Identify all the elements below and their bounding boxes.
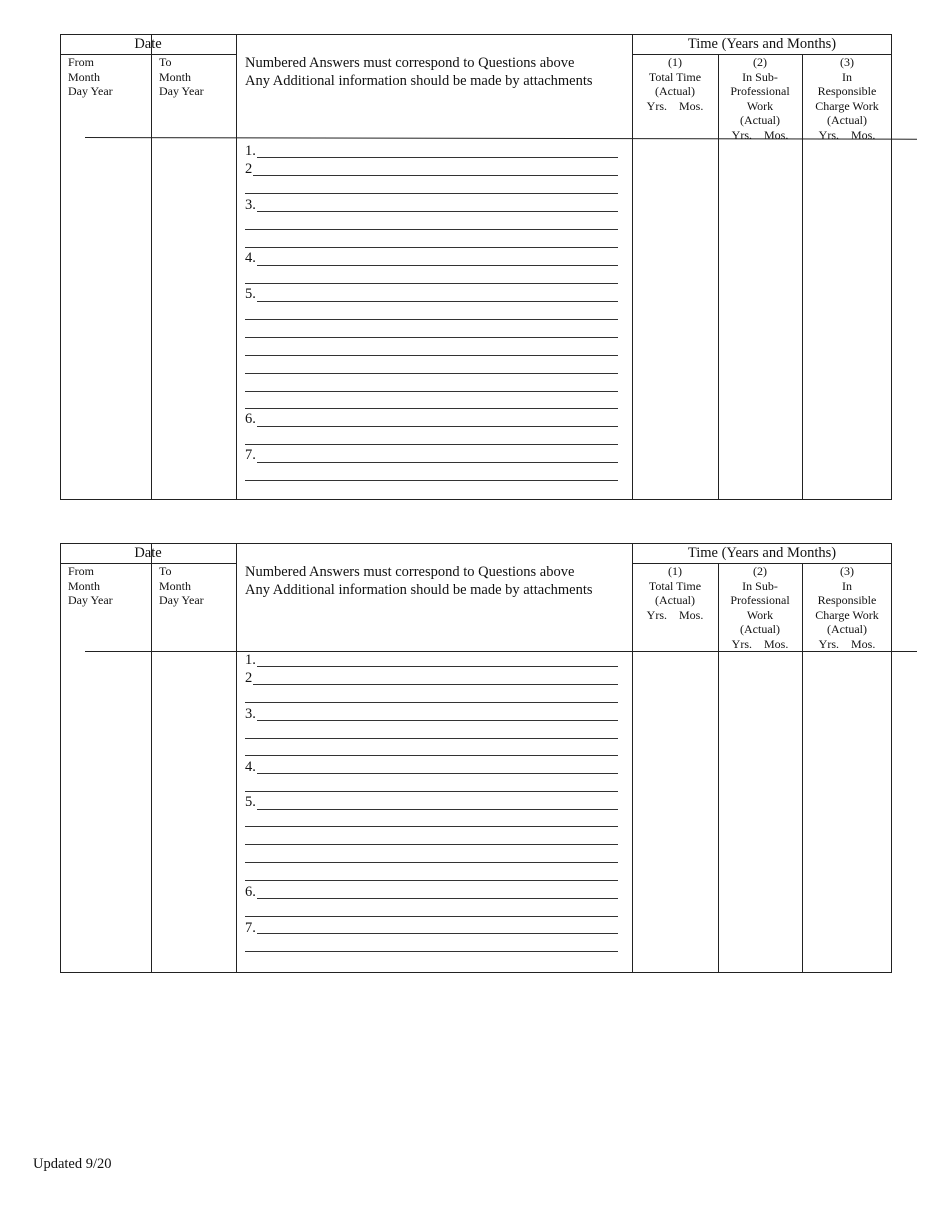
answer-number: 5. — [245, 794, 256, 810]
answer-line[interactable] — [245, 791, 618, 792]
date-heading: Date — [134, 545, 162, 561]
answer-number: 7. — [245, 447, 256, 463]
answer-line[interactable] — [245, 301, 618, 302]
answer-line[interactable] — [245, 355, 618, 356]
answer-line[interactable] — [245, 391, 618, 392]
answer-line[interactable] — [245, 462, 618, 463]
responsible-charge-column-heading: (3) In Responsible Charge Work (Actual) Yrs. Mos. — [815, 564, 879, 651]
answer-number: 2 — [245, 670, 253, 686]
instructions: Numbered Answers must correspond to Questions above Any Additional information should be made by attachments — [245, 564, 593, 598]
answer-number: 3. — [245, 706, 256, 722]
answer-line[interactable] — [245, 337, 618, 338]
from-date-label: From Month Day Year — [68, 55, 113, 98]
answer-line[interactable] — [245, 898, 618, 899]
answer-line[interactable] — [245, 684, 618, 685]
total-time-column-heading: (1) Total Time (Actual) Yrs. Mos. — [646, 55, 704, 113]
time-heading: Time (Years and Months) — [687, 36, 837, 52]
answer-line[interactable] — [245, 755, 618, 756]
answer-line[interactable] — [245, 283, 618, 284]
sub-professional-column-heading: (2) In Sub- Professional Work (Actual) Yrs. Mos. — [730, 564, 790, 651]
answer-number: 4. — [245, 759, 256, 775]
answer-line[interactable] — [245, 408, 618, 409]
answer-line[interactable] — [245, 265, 618, 266]
answer-line[interactable] — [245, 373, 618, 374]
sub-professional-column-heading: (2) In Sub- Professional Work (Actual) Yrs. Mos. — [730, 55, 790, 142]
answer-line[interactable] — [245, 702, 618, 703]
date-heading: Date — [134, 36, 162, 52]
answer-line[interactable] — [245, 426, 618, 427]
answer-number: 6. — [245, 411, 256, 427]
answer-line[interactable] — [245, 247, 618, 248]
time-heading: Time (Years and Months) — [687, 545, 837, 561]
answer-number: 5. — [245, 286, 256, 302]
responsible-charge-column-heading: (3) In Responsible Charge Work (Actual) Yrs. Mos. — [815, 55, 879, 142]
to-date-label: To Month Day Year — [159, 55, 204, 98]
answer-line[interactable] — [245, 229, 618, 230]
answer-number: 2 — [245, 161, 253, 177]
answer-line[interactable] — [245, 175, 618, 176]
from-date-label: From Month Day Year — [68, 564, 113, 607]
answer-line[interactable] — [245, 933, 618, 934]
total-time-column-heading: (1) Total Time (Actual) Yrs. Mos. — [646, 564, 704, 622]
answer-line[interactable] — [245, 880, 618, 881]
updated-footer: Updated 9/20 — [33, 1156, 112, 1172]
header-divider — [85, 651, 917, 652]
experience-table-1 — [60, 34, 892, 500]
answer-line[interactable] — [245, 666, 618, 667]
answer-line[interactable] — [245, 951, 618, 952]
answer-number: 1. — [245, 652, 256, 668]
answer-number: 4. — [245, 250, 256, 266]
answer-line[interactable] — [245, 193, 618, 194]
answer-line[interactable] — [245, 157, 618, 158]
answer-line[interactable] — [245, 738, 618, 739]
answer-line[interactable] — [245, 809, 618, 810]
answer-line[interactable] — [245, 444, 618, 445]
answer-line[interactable] — [245, 844, 618, 845]
instructions: Numbered Answers must correspond to Questions above Any Additional information should be made by attachments — [245, 55, 593, 89]
answer-line[interactable] — [245, 826, 618, 827]
answer-number: 1. — [245, 143, 256, 159]
answer-number: 3. — [245, 197, 256, 213]
answer-line[interactable] — [245, 480, 618, 481]
to-date-label: To Month Day Year — [159, 564, 204, 607]
answer-line[interactable] — [245, 211, 618, 212]
answer-line[interactable] — [245, 720, 618, 721]
experience-table-2 — [60, 543, 892, 973]
answer-number: 6. — [245, 884, 256, 900]
answer-number: 7. — [245, 920, 256, 936]
answer-line[interactable] — [245, 862, 618, 863]
answer-line[interactable] — [245, 773, 618, 774]
answer-line[interactable] — [245, 319, 618, 320]
answer-line[interactable] — [245, 916, 618, 917]
